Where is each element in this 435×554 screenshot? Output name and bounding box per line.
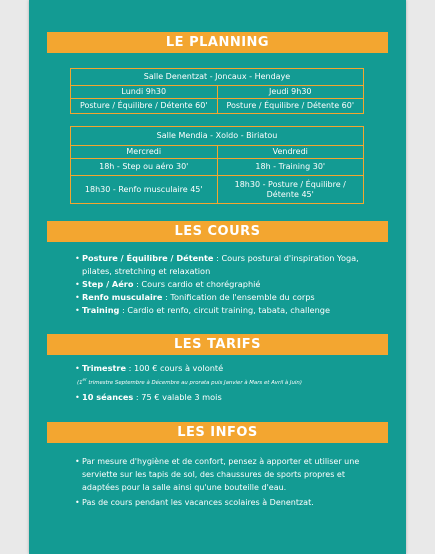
list-item: • Par mesure d'hygiène et de confort, pensez à apporter et utiliser une serviette sur les tapis de sol, des chaussures de sports propres et adaptées pour la salle ainsi qu'une bouteille d'eau.: [75, 455, 375, 494]
tarif-name: 10 séances: [82, 391, 134, 402]
list-item: • Pas de cours pendant les vacances scolaires à Denentzat.: [75, 496, 375, 509]
list-item: [75, 252, 387, 278]
tarifs-header: LES TARIFS: [47, 334, 388, 355]
course-desc: : Cardio et renfo, circuit training, tabata, challenge: [119, 305, 331, 315]
schedule-class: 18h - Step ou aéro 30': [71, 159, 218, 176]
schedule-location: Salle Denentzat - Joncaux - Hendaye: [71, 69, 364, 86]
course-name: Step / Aéro: [82, 279, 134, 289]
schedule-day: Vendredi: [217, 146, 364, 159]
course-name: Training: [82, 305, 120, 315]
course-desc: : Cours postural d'inspiration Yoga, pilates, stretching et relaxation: [82, 253, 359, 276]
schedule-table-biriatou: [70, 126, 364, 204]
list-item: [75, 278, 387, 291]
infos-header: LES INFOS: [47, 422, 388, 443]
tarif-desc: : 75 € valable 3 mois: [133, 391, 222, 402]
schedule-class: 18h30 - Renfo musculaire 45': [71, 176, 218, 204]
tarif-note: (1er trimestre Septembre à Décembre au prorata puis Janvier à Mars et Avril à Juin): [77, 377, 302, 386]
tarif-desc: : 100 € cours à volonté: [126, 363, 224, 373]
schedule-table-hendaye: [70, 68, 364, 114]
course-desc: : Tonification de l'ensemble du corps: [162, 292, 315, 302]
planning-header: LE PLANNING: [47, 32, 388, 53]
list-item: [75, 304, 387, 317]
infos-list: [75, 455, 375, 509]
tarif-name: Trimestre: [82, 363, 126, 373]
list-item: [75, 391, 387, 404]
tarifs-list: [75, 362, 387, 404]
list-item: [75, 291, 387, 304]
course-desc: : Cours cardio et chorégraphié: [133, 279, 261, 289]
schedule-location: Salle Mendia - Xoldo - Biriatou: [71, 127, 364, 146]
schedule-day: Lundi 9h30: [71, 86, 218, 99]
schedule-class: 18h30 - Posture / Équilibre / Détente 45': [217, 176, 364, 204]
cours-header: LES COURS: [47, 221, 388, 242]
list-item: [75, 362, 387, 388]
cours-list: [75, 252, 387, 317]
course-name: Posture / Équilibre / Détente: [82, 253, 214, 263]
schedule-class: Posture / Équilibre / Détente 60': [71, 99, 218, 114]
schedule-day: Mercredi: [71, 146, 218, 159]
schedule-day: Jeudi 9h30: [217, 86, 364, 99]
schedule-class: 18h - Training 30': [217, 159, 364, 176]
schedule-class: Posture / Équilibre / Détente 60': [217, 99, 364, 114]
course-name: Renfo musculaire: [82, 292, 163, 302]
flyer-page: [29, 0, 406, 554]
